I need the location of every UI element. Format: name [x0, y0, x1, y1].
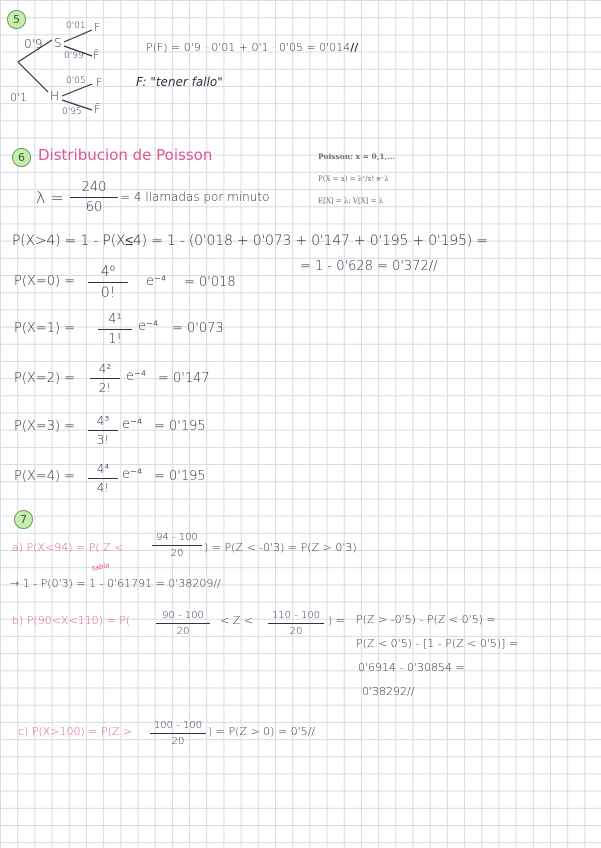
- denominator: 0!: [100, 285, 116, 302]
- poisson-row-2-lhs: P(X=2) =: [14, 371, 76, 386]
- poisson-row-4-fraction: [88, 462, 118, 495]
- lambda-label: λ =: [36, 188, 64, 207]
- part-c-rhs: [208, 726, 315, 737]
- part-a-result: [10, 578, 221, 589]
- poisson-row-4-exp: e⁻⁴: [122, 467, 143, 482]
- poisson-reference-line3: E[X] = λ; V[X] = λ: [318, 197, 384, 205]
- part-b-middle: < Z <: [220, 614, 253, 627]
- tree-node-h: H: [50, 89, 60, 103]
- denominator: 2!: [98, 381, 112, 396]
- tree-node-s: S: [54, 36, 62, 50]
- table-note: tabla: [91, 561, 111, 573]
- poisson-row-3-result: = 0'195: [154, 419, 206, 434]
- part-b-step-1: P(Z > -0'5) - P(Z < 0'5) =: [356, 613, 496, 626]
- poisson-row-2-exp: e⁻⁴: [126, 369, 147, 384]
- denominator: 20: [176, 626, 190, 638]
- event-definition: F: "tener fallo": [136, 75, 223, 89]
- numerator: 4⁰: [100, 264, 116, 280]
- part-a-rhs: ) = P(Z < -0'3) = P(Z > 0'3): [204, 541, 357, 554]
- poisson-complement-line1: P(X>4) = 1 - P(X≤4) = 1 - (0'018 + 0'073 + 0'147 + 0'195 + 0'195) =: [12, 233, 488, 249]
- poisson-row-0-exp: e⁻⁴: [146, 274, 167, 289]
- tree-prob-sf: 0'01: [66, 21, 86, 31]
- formula-text: P(F) = 0'9 · 0'01 + 0'1 · 0'05 = 0'014: [146, 41, 351, 54]
- tree-prob-snf: 0'99: [64, 51, 84, 61]
- denominator: 3!: [96, 433, 110, 448]
- section-7-number: 7: [14, 510, 33, 529]
- poisson-row-4-lhs: P(X=4) =: [14, 469, 76, 484]
- part-b-fraction-1: [156, 610, 210, 637]
- numerator: 4²: [98, 362, 112, 376]
- numerator: 90 - 100: [162, 610, 204, 621]
- section-6-number: 6: [12, 148, 31, 167]
- result-mark: //: [428, 259, 438, 274]
- numerator: 4³: [96, 414, 110, 428]
- tree-node-hf: F: [96, 76, 103, 89]
- total-probability-formula: [146, 42, 358, 53]
- denominator: 20: [289, 626, 303, 638]
- poisson-row-2-result: = 0'147: [158, 371, 210, 386]
- section-6-title: Distribucion de Poisson: [38, 146, 213, 164]
- tree-prob-hf: 0'05: [66, 76, 86, 86]
- poisson-reference-line2: P(X = x) = λˣ/x! e⁻λ: [318, 175, 389, 183]
- poisson-row-1-fraction: [98, 312, 132, 347]
- poisson-row-2-fraction: [90, 362, 120, 395]
- poisson-row-3-exp: e⁻⁴: [122, 417, 143, 432]
- tree-prob-h: 0'1: [10, 91, 28, 104]
- tree-node-hnf: F̄: [94, 103, 101, 116]
- poisson-row-4-result: = 0'195: [154, 469, 206, 484]
- poisson-row-0-fraction: [88, 264, 128, 301]
- lambda-numerator: 240: [81, 180, 107, 195]
- denominator: 1!: [108, 332, 122, 348]
- denominator: 4!: [96, 481, 110, 496]
- tree-node-sf: F: [94, 21, 101, 34]
- numerator: 4⁴: [96, 462, 110, 476]
- poisson-row-1-exp: e⁻⁴: [138, 319, 159, 334]
- part-b-step-4: [362, 686, 414, 697]
- numerator: 4¹: [108, 312, 122, 327]
- numerator: 100 - 100: [153, 720, 203, 731]
- result-mark: //: [307, 725, 316, 738]
- part-a-result-text: → 1 - P(0'3) = 1 - 0'61791 = 0'38209: [10, 577, 214, 590]
- part-b-post: ) =: [328, 614, 346, 627]
- poisson-row-1-lhs: P(X=1) =: [14, 321, 76, 336]
- part-b-fraction-2: [268, 610, 324, 637]
- tree-prob-hnf: 0'95: [62, 107, 82, 117]
- part-a-lhs: a) P(X<94) = P( Z <: [12, 541, 124, 554]
- poisson-complement-line2: [300, 260, 438, 273]
- poisson-row-0-result: = 0'018: [184, 275, 236, 290]
- result-mark: //: [350, 41, 359, 54]
- complement-result: = 1 - 0'628 = 0'372: [300, 259, 429, 274]
- part-b-lhs: b) P(90<X<110) = P(: [12, 614, 131, 627]
- part-b-step-2: P(Z < 0'5) - [1 - P(Z < 0'5)] =: [356, 637, 519, 650]
- poisson-row-0-lhs: P(X=0) =: [14, 274, 76, 289]
- poisson-reference-line1: Poisson: x = 0,1,...: [318, 152, 396, 161]
- part-b-step-3: 0'6914 - 0'30854 =: [358, 661, 465, 674]
- poisson-row-1-result: = 0'073: [172, 321, 224, 336]
- part-b-result: 0'38292: [362, 685, 408, 698]
- denominator: 20: [170, 548, 184, 560]
- section-5-number: 5: [7, 10, 26, 29]
- tree-node-snf: F̄: [93, 49, 100, 62]
- poisson-row-3-fraction: [88, 414, 118, 447]
- numerator: 110 - 100: [271, 610, 321, 621]
- result-mark: //: [407, 685, 415, 698]
- lambda-fraction: [70, 180, 118, 215]
- part-c-fraction: [150, 720, 206, 747]
- part-c-lhs: c) P(X>100) = P(Z >: [18, 725, 133, 738]
- result-mark: //: [213, 577, 221, 590]
- lambda-denominator: 60: [85, 200, 103, 216]
- part-a-fraction: [152, 532, 202, 559]
- denominator: 20: [171, 736, 185, 748]
- poisson-row-3-lhs: P(X=3) =: [14, 419, 76, 434]
- lambda-result: = 4 llamadas por minuto: [120, 190, 270, 204]
- numerator: 94 - 100: [156, 532, 198, 543]
- tree-prob-s: 0'9: [24, 37, 43, 51]
- part-c-result: ) = P(Z > 0) = 0'5: [208, 725, 308, 738]
